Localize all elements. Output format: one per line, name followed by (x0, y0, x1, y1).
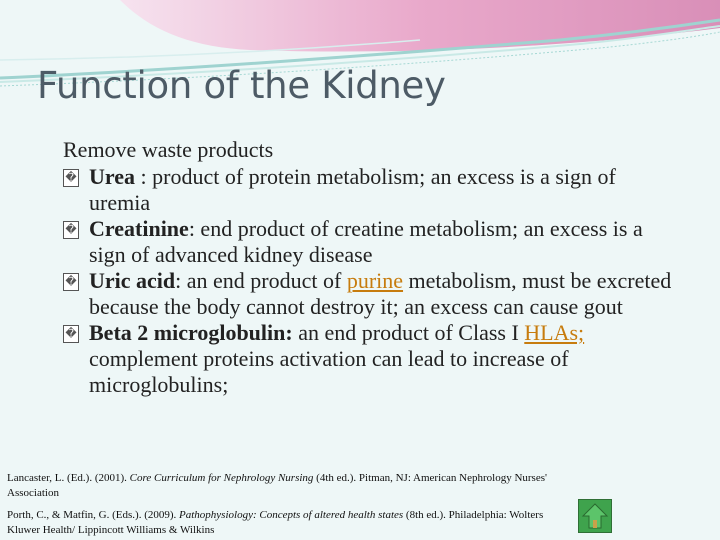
reference-1-book-title: Core Curriculum for Nephrology Nursing (129, 472, 314, 484)
uric-acid-description-end: metabolism, must be excreted because the body cannot destroy it; an excess can cause gout (89, 268, 672, 319)
beta2-description-start: an end product of Class I (292, 320, 525, 345)
bullet-icon: � (63, 169, 79, 187)
beta2-description-end: complement proteins activation can lead to increase of microglobulins; (89, 346, 569, 397)
bullet-icon: � (63, 273, 79, 291)
reference-2-authors: Porth, C., & Matfin, G. (Eds.). (2009). (7, 509, 180, 521)
term-urea: Urea (89, 164, 136, 189)
reference-2-publisher: (8th ed.). Philadelphia: Wolters Kluwer Health/ Lippincott Williams & Wilkins (7, 509, 544, 536)
reference-2-book-title: Pathophysiology: Concepts of altered health states (179, 509, 404, 521)
purine-link[interactable]: purine (346, 268, 404, 293)
bullet-icon: � (63, 221, 79, 239)
slide-content (63, 136, 678, 398)
reference-2 (7, 508, 567, 538)
home-arrow-icon (579, 500, 611, 532)
slide-title: Function of the Kidney (37, 64, 446, 107)
term-creatinine: Creatinine (89, 216, 189, 241)
reference-1-publisher: (4th ed.). Pitman, NJ: American Nephrology Nurses' Association (7, 472, 547, 499)
creatinine-description: : end product of creatine metabolism; an excess is a sign of advanced kidney disease (89, 216, 643, 267)
content-heading: Remove waste products (63, 137, 274, 162)
reference-1-authors: Lancaster, L. (Ed.). (2001). (7, 472, 130, 484)
term-uric-acid: Uric acid (89, 268, 176, 293)
home-button[interactable] (578, 499, 612, 533)
hlas-link[interactable]: HLAs; (524, 320, 585, 345)
list-item-urea (63, 164, 678, 216)
list-item-beta2 (63, 320, 678, 398)
bullet-icon: � (63, 325, 79, 343)
list-item-uric-acid (63, 268, 678, 320)
list-item-creatinine (63, 216, 678, 268)
term-beta2-microglobulin: Beta 2 microglobulin: (89, 320, 293, 345)
reference-1 (7, 471, 567, 501)
uric-acid-description-start: : an end product of (175, 268, 347, 293)
urea-description: : product of protein metabolism; an excess is a sign of uremia (89, 164, 616, 215)
